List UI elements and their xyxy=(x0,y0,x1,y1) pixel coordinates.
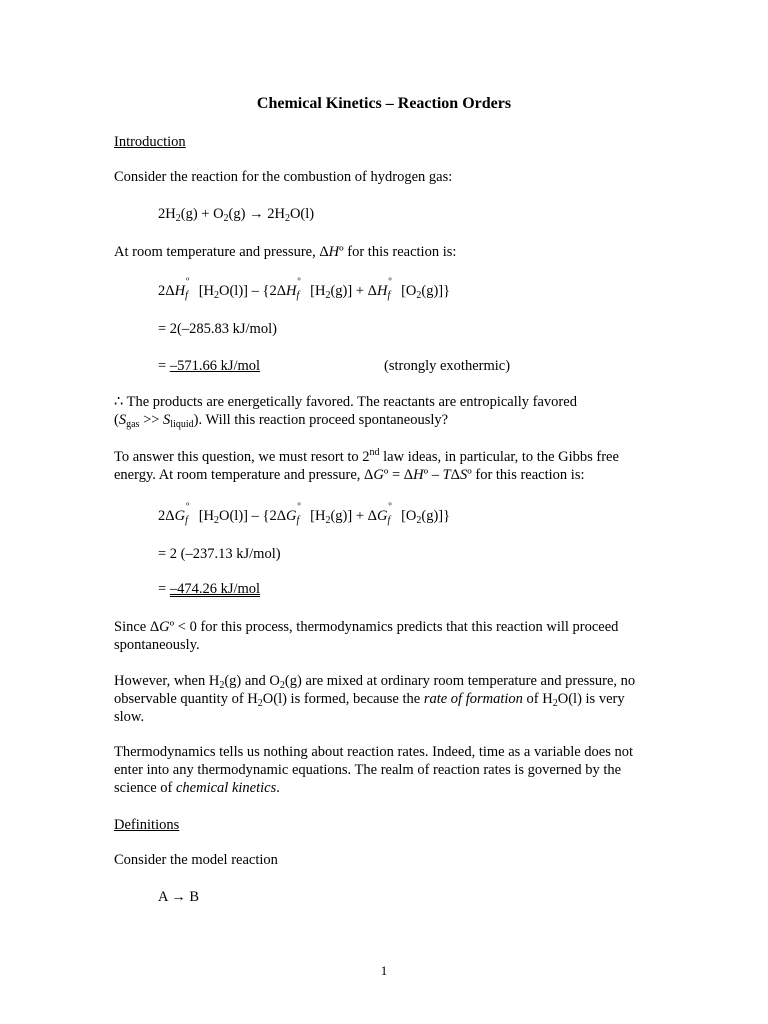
section-heading-introduction: Introduction xyxy=(114,134,186,150)
enthalpy-result: = –571.66 kJ/mol (strongly exothermic) xyxy=(158,358,511,374)
enthalpy-step: = 2(–285.83 kJ/mol) xyxy=(158,321,277,337)
paragraph: To answer this question, we must resort to 2nd law ideas, in particular, to the Gibbs free energy. At room temperature and pressure, ΔGº = ΔHº – TΔSº for this reaction is: xyxy=(114,447,619,483)
gibbs-result: = –474.26 kJ/mol xyxy=(158,581,261,597)
paragraph: At room temperature and pressure, ΔHº for this reaction is: xyxy=(114,244,457,260)
reaction-equation: $2H_2(g) + O_2(g) \to 2H_2O(l)$ xyxy=(158,206,315,224)
page-title: Chemical Kinetics – Reaction Orders xyxy=(256,95,512,112)
paragraph: Consider the reaction for the combustion of hydrogen gas: xyxy=(114,169,453,185)
gibbs-step: = 2 (–237.13 kJ/mol) xyxy=(158,546,281,562)
enthalpy-equation: 2ΔH º $_f$ $[H_2O(l)] - \{2\Delta H$ º $_f$ $[H_2(g)] + \Delta H$ º $_f$ $[O_2(g)]$} xyxy=(158,276,451,301)
paragraph: However, when $H_2(g)$ and $O_2(g)$ are mixed at ordinary room temperature and pressure, no observable quantity of $H_2O(l)$ is formed, because the rate of formation of $H_2O(l)$ is very slow. xyxy=(114,673,636,725)
paragraph: Since ΔGº < 0 for this process, thermodynamics predicts that this reaction will proceed spontaneously. xyxy=(114,619,619,653)
model-reaction: A → B xyxy=(158,889,200,905)
page-number: 1 xyxy=(380,963,388,978)
paragraph: Consider the model reaction xyxy=(114,852,278,868)
section-heading-definitions: Definitions xyxy=(114,817,180,833)
paragraph: ∴ The products are energetically favored. The reactants are entropically favored $(S_{gas} >> S_{liquid})$. Will this reaction proceed spontaneously? xyxy=(114,394,577,430)
gibbs-equation: 2ΔG º $_f$ $[H_2O(l)] - \{2\Delta G$ º $_f$ $[H_2(g)] + \Delta G$ º $_f$ $[O_2(g)]$} xyxy=(158,501,451,526)
paragraph: Thermodynamics tells us nothing about reaction rates. Indeed, time as a variable does not enter into any thermodynamic equations. The realm of reaction rates is governed by the science of chemical kinetics. xyxy=(114,744,634,796)
